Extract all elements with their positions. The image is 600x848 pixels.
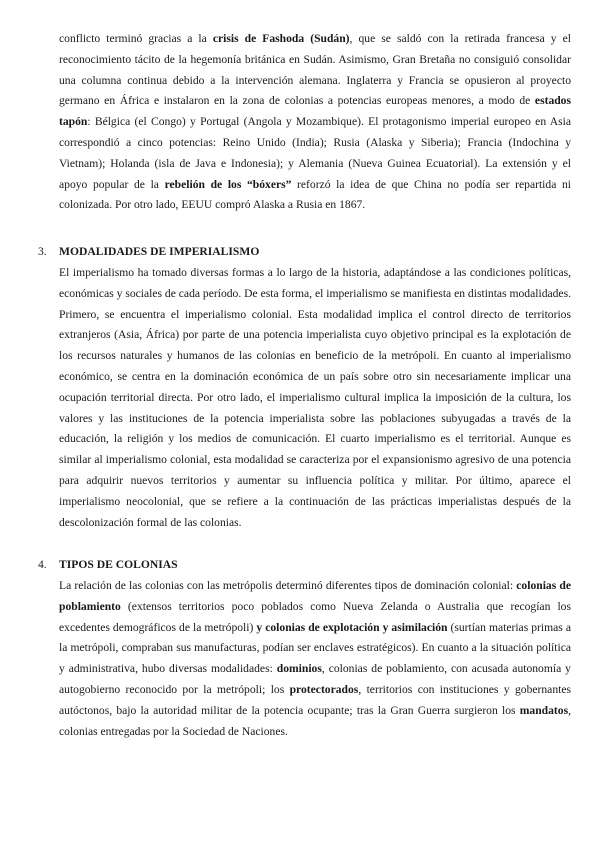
- section-3-title: MODALIDADES DE IMPERIALISMO: [59, 245, 260, 258]
- intro-text-4: reforzó la idea de que China no podía ser repartida ni colonizada. Por otro lado, EEUU compró Alaska a Rusia en 1867.: [59, 177, 571, 212]
- section-4-bold-dominios: dominios: [276, 662, 322, 676]
- section-4-text-1: La relación de las colonias con las metrópolis determinó diferentes tipos de dominación colonial:: [59, 579, 517, 592]
- intro-bold-estados-tapon: estados tapón: [59, 94, 571, 129]
- section-4-text-2: (extensos territorios poco poblados como Nueva Zelanda o Australia que recogían los excedentes demográficos de la metrópoli): [59, 599, 571, 634]
- section-3-heading: [38, 242, 259, 263]
- intro-bold-fashoda: crisis de Fashoda (Sudán): [212, 32, 350, 45]
- section-4-text-4: , colonias de poblamiento, con acusada autonomía y autogobierno reconocido por la metrópoli; los: [59, 662, 571, 696]
- section-4-paragraph: [59, 576, 571, 742]
- intro-paragraph: [59, 29, 571, 216]
- section-4-text-5: , territorios con instituciones y gobernantes autóctonos, bajo la autoridad militar de la potencia ocupante; tras la Gran Guerra surgieron los: [59, 682, 571, 717]
- section-4-bold-protectorados: protectorados: [289, 682, 359, 696]
- intro-text-3: : Bélgica (el Congo) y Portugal (Angola y Mozambique). El protagonismo imperial europeo en Asia correspondió a cinco potencias: Reino Unido (India); Rusia (Alaska y Siberia); Francia (Indochina y Vietnam); Holanda (isla de Java e Indonesia); y Alemania (Nueva Guinea Ecuatorial). La extensión y el apoyo popular de la: [59, 115, 571, 191]
- section-4-text-3: (surtían materias primas a la metrópoli, compraban sus manufacturas, podían ser enclaves estratégicos). En cuanto a la situación política y administrativa, hubo diversas modalidades:: [59, 620, 571, 676]
- section-4-title: TIPOS DE COLONIAS: [59, 558, 178, 571]
- section-4-bold-poblamiento: colonias de poblamiento: [59, 579, 571, 613]
- section-4-bold-explotacion: y colonias de explotación y asimilación: [256, 620, 448, 634]
- intro-text-1: conflicto terminó gracias a la: [59, 32, 213, 45]
- section-3-number: 3.: [38, 245, 47, 258]
- intro-bold-boxers: rebelión de los “bóxers”: [164, 177, 292, 191]
- section-4-number: 4.: [38, 558, 47, 571]
- section-4-heading: [38, 555, 178, 576]
- section-3-paragraph: El imperialismo ha tomado diversas formas a lo largo de la historia, adaptándose a las condiciones políticas, económicas y sociales de cada período. De esta forma, el imperialismo se manifiesta en distintas modalidades. Primero, se encuentra el imperialismo colonial. Esta modalidad implica el control directo de territorios extranjeros (Asia, África) por parte de una potencia imperialista cuyo objetivo principal es la explotación de los recursos naturales y humanos de las colonias en beneficio de la metrópoli. En cuanto al imperialismo económico, se centra en la dominación económica de un país sobre otro sin necesariamente implicar una ocupación territorial directa. Por otro lado, el imperialismo cultural implica la imposición de la cultura, los valores y las instituciones de la potencia imperialista sobre las poblaciones subyugadas a través de la educación, la religión y los medios de comunicación. El cuarto imperialismo es el territorial. Aunque es similar al imperialismo colonial, esta modalidad se caracteriza por el expansionismo agresivo de una potencia para adquirir nuevos territorios y aumentar su influencia política y militar. Por último, aparece el imperialismo neocolonial, que se refiere a la continuación de las prácticas imperialistas después de la descolonización formal de las colonias.: [59, 266, 571, 529]
- section-4-text-6: , colonias entregadas por la Sociedad de Naciones.: [59, 703, 571, 738]
- section-4-bold-mandatos: mandatos: [519, 703, 569, 717]
- intro-text-2: , que se saldó con la retirada francesa y el reconocimiento tácito de la hegemonía británica en Sudán. Asimismo, Gran Bretaña no consiguió consolidar una columna continua debido a la intervención alemana. Inglaterra y Francia se opusieron al proyecto germano en África e instalaron en la zona de colonias a potencias europeas menores, a modo de: [59, 32, 571, 108]
